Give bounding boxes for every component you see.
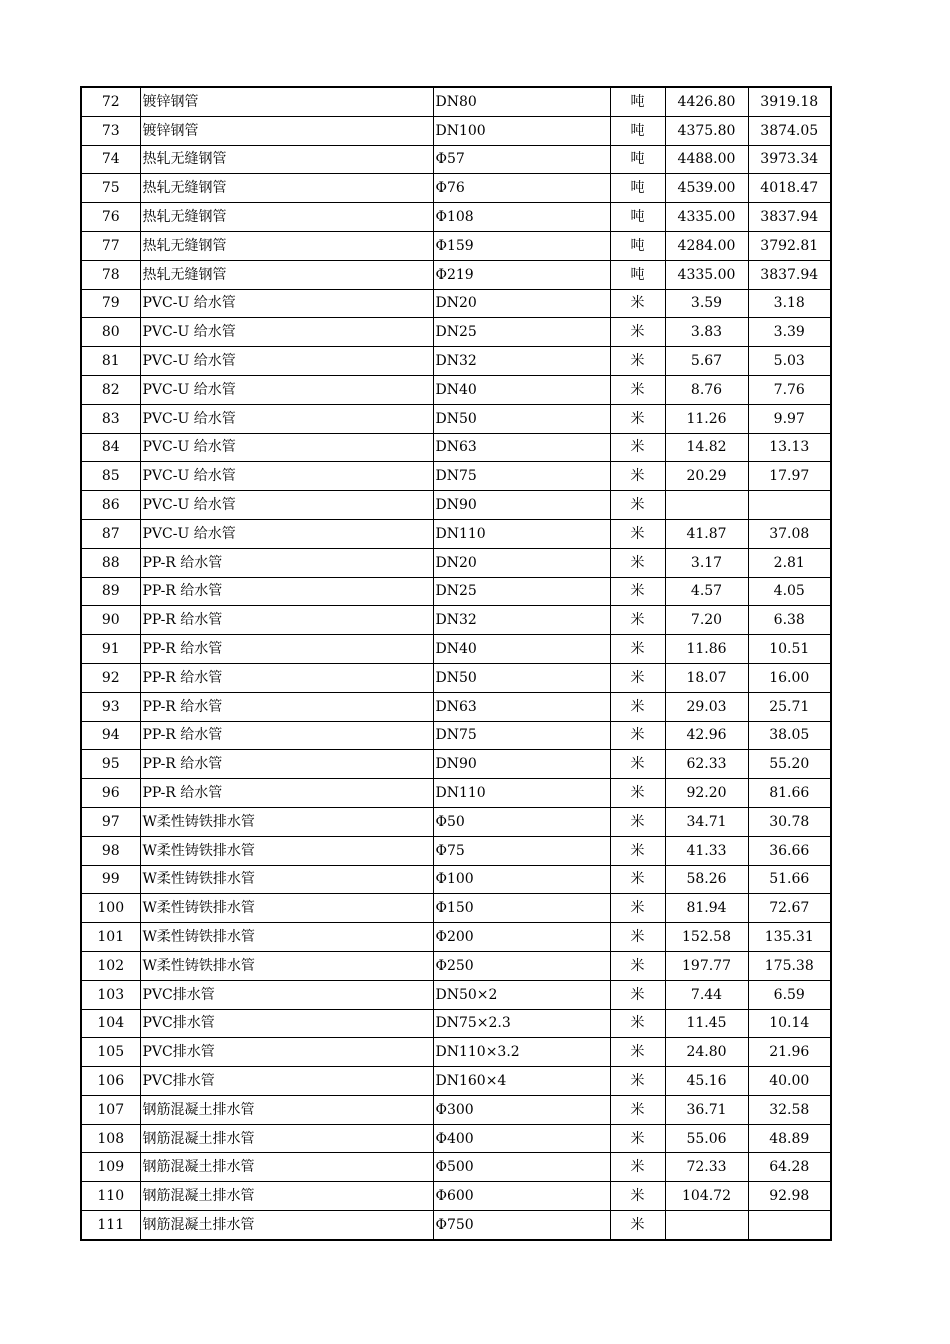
price1-cell: 62.33 [665, 750, 748, 779]
price1-cell: 58.26 [665, 865, 748, 894]
spec-cell: DN20 [433, 289, 610, 318]
price1-cell: 3.17 [665, 548, 748, 577]
spec-cell: DN40 [433, 635, 610, 664]
unit-cell: 米 [610, 923, 665, 952]
price1-cell: 4375.80 [665, 116, 748, 145]
price1-cell: 197.77 [665, 951, 748, 980]
item-name-cell: PVC排水管 [140, 1038, 433, 1067]
unit-cell: 米 [610, 347, 665, 376]
price2-cell: 3837.94 [748, 260, 831, 289]
price2-cell: 30.78 [748, 807, 831, 836]
price1-cell: 81.94 [665, 894, 748, 923]
price1-cell [665, 1211, 748, 1240]
row-number-cell: 94 [81, 721, 140, 750]
row-number-cell: 88 [81, 548, 140, 577]
price1-cell [665, 491, 748, 520]
row-number-cell: 106 [81, 1067, 140, 1096]
spec-cell: Φ50 [433, 807, 610, 836]
item-name-cell: PVC-U 给水管 [140, 289, 433, 318]
price1-cell: 3.59 [665, 289, 748, 318]
row-number-cell: 89 [81, 577, 140, 606]
price1-cell: 5.67 [665, 347, 748, 376]
table-row [81, 1211, 831, 1240]
price1-cell: 42.96 [665, 721, 748, 750]
price2-cell: 40.00 [748, 1067, 831, 1096]
spec-cell: Φ250 [433, 951, 610, 980]
spec-cell: DN63 [433, 692, 610, 721]
item-name-cell: W柔性铸铁排水管 [140, 836, 433, 865]
price2-cell [748, 491, 831, 520]
price2-cell [748, 1211, 831, 1240]
row-number-cell: 108 [81, 1124, 140, 1153]
row-number-cell: 96 [81, 779, 140, 808]
spec-cell: DN110 [433, 519, 610, 548]
unit-cell: 米 [610, 692, 665, 721]
table-row [81, 721, 831, 750]
table-row [81, 375, 831, 404]
unit-cell: 米 [610, 750, 665, 779]
spec-cell: Φ150 [433, 894, 610, 923]
spec-cell: Φ400 [433, 1124, 610, 1153]
price2-cell: 37.08 [748, 519, 831, 548]
item-name-cell: PP-R 给水管 [140, 663, 433, 692]
item-name-cell: 钢筋混凝土排水管 [140, 1095, 433, 1124]
unit-cell: 吨 [610, 174, 665, 203]
spec-cell: DN75 [433, 462, 610, 491]
price1-cell: 4.57 [665, 577, 748, 606]
item-name-cell: PP-R 给水管 [140, 635, 433, 664]
price2-cell: 3837.94 [748, 203, 831, 232]
price1-cell: 92.20 [665, 779, 748, 808]
item-name-cell: 热轧无缝钢管 [140, 231, 433, 260]
row-number-cell: 95 [81, 750, 140, 779]
row-number-cell: 81 [81, 347, 140, 376]
table-row [81, 1038, 831, 1067]
price1-cell: 152.58 [665, 923, 748, 952]
row-number-cell: 74 [81, 145, 140, 174]
table-row [81, 807, 831, 836]
item-name-cell: PVC-U 给水管 [140, 375, 433, 404]
price1-cell: 3.83 [665, 318, 748, 347]
unit-cell: 吨 [610, 203, 665, 232]
price1-cell: 41.87 [665, 519, 748, 548]
item-name-cell: PVC-U 给水管 [140, 462, 433, 491]
spec-cell: DN20 [433, 548, 610, 577]
unit-cell: 米 [610, 779, 665, 808]
item-name-cell: PVC排水管 [140, 1067, 433, 1096]
table-row [81, 635, 831, 664]
row-number-cell: 83 [81, 404, 140, 433]
spec-cell: DN90 [433, 750, 610, 779]
price1-cell: 4488.00 [665, 145, 748, 174]
price1-cell: 45.16 [665, 1067, 748, 1096]
price2-cell: 9.97 [748, 404, 831, 433]
item-name-cell: 热轧无缝钢管 [140, 174, 433, 203]
table-row [81, 750, 831, 779]
unit-cell: 米 [610, 289, 665, 318]
row-number-cell: 77 [81, 231, 140, 260]
row-number-cell: 91 [81, 635, 140, 664]
table-row [81, 203, 831, 232]
item-name-cell: PVC排水管 [140, 980, 433, 1009]
table-row [81, 1153, 831, 1182]
item-name-cell: PP-R 给水管 [140, 692, 433, 721]
unit-cell: 吨 [610, 260, 665, 289]
table-row [81, 433, 831, 462]
spec-cell: DN63 [433, 433, 610, 462]
spec-cell: DN32 [433, 347, 610, 376]
price1-cell: 4539.00 [665, 174, 748, 203]
unit-cell: 米 [610, 577, 665, 606]
price2-cell: 3.39 [748, 318, 831, 347]
item-name-cell: PVC-U 给水管 [140, 347, 433, 376]
unit-cell: 米 [610, 635, 665, 664]
price2-cell: 13.13 [748, 433, 831, 462]
unit-cell: 米 [610, 1153, 665, 1182]
item-name-cell: 钢筋混凝土排水管 [140, 1124, 433, 1153]
unit-cell: 米 [610, 865, 665, 894]
unit-cell: 米 [610, 1095, 665, 1124]
table-row [81, 663, 831, 692]
unit-cell: 米 [610, 404, 665, 433]
price1-cell: 20.29 [665, 462, 748, 491]
item-name-cell: PP-R 给水管 [140, 577, 433, 606]
price2-cell: 21.96 [748, 1038, 831, 1067]
spec-cell: DN50×2 [433, 980, 610, 1009]
price2-cell: 25.71 [748, 692, 831, 721]
item-name-cell: W柔性铸铁排水管 [140, 923, 433, 952]
unit-cell: 米 [610, 1038, 665, 1067]
row-number-cell: 86 [81, 491, 140, 520]
spec-cell: Φ75 [433, 836, 610, 865]
table-row [81, 606, 831, 635]
item-name-cell: 热轧无缝钢管 [140, 145, 433, 174]
row-number-cell: 99 [81, 865, 140, 894]
row-number-cell: 100 [81, 894, 140, 923]
price2-cell: 10.51 [748, 635, 831, 664]
row-number-cell: 76 [81, 203, 140, 232]
item-name-cell: PVC-U 给水管 [140, 491, 433, 520]
spec-cell: DN40 [433, 375, 610, 404]
item-name-cell: PVC-U 给水管 [140, 433, 433, 462]
unit-cell: 吨 [610, 116, 665, 145]
price1-cell: 4335.00 [665, 203, 748, 232]
item-name-cell: W柔性铸铁排水管 [140, 865, 433, 894]
row-number-cell: 110 [81, 1182, 140, 1211]
table-row [81, 174, 831, 203]
unit-cell: 米 [610, 721, 665, 750]
price1-cell: 4335.00 [665, 260, 748, 289]
unit-cell: 米 [610, 491, 665, 520]
price1-cell: 7.44 [665, 980, 748, 1009]
unit-cell: 米 [610, 663, 665, 692]
price2-cell: 135.31 [748, 923, 831, 952]
table-row [81, 1124, 831, 1153]
row-number-cell: 82 [81, 375, 140, 404]
price1-cell: 36.71 [665, 1095, 748, 1124]
price1-cell: 104.72 [665, 1182, 748, 1211]
table-row [81, 1067, 831, 1096]
table-row [81, 779, 831, 808]
row-number-cell: 75 [81, 174, 140, 203]
spec-cell: DN90 [433, 491, 610, 520]
spec-cell: Φ200 [433, 923, 610, 952]
price1-cell: 18.07 [665, 663, 748, 692]
unit-cell: 米 [610, 894, 665, 923]
item-name-cell: PVC排水管 [140, 1009, 433, 1038]
table-row [81, 980, 831, 1009]
price1-cell: 29.03 [665, 692, 748, 721]
table-row [81, 116, 831, 145]
item-name-cell: PP-R 给水管 [140, 779, 433, 808]
price2-cell: 10.14 [748, 1009, 831, 1038]
price1-cell: 14.82 [665, 433, 748, 462]
table-row [81, 894, 831, 923]
spec-cell: DN110×3.2 [433, 1038, 610, 1067]
spec-cell: DN160×4 [433, 1067, 610, 1096]
price2-cell: 38.05 [748, 721, 831, 750]
item-name-cell: 钢筋混凝土排水管 [140, 1211, 433, 1240]
spec-cell: DN25 [433, 577, 610, 606]
spec-cell: Φ300 [433, 1095, 610, 1124]
item-name-cell: PP-R 给水管 [140, 750, 433, 779]
row-number-cell: 72 [81, 87, 140, 116]
price2-cell: 48.89 [748, 1124, 831, 1153]
table-row [81, 87, 831, 116]
price1-cell: 4284.00 [665, 231, 748, 260]
table-row [81, 577, 831, 606]
row-number-cell: 103 [81, 980, 140, 1009]
unit-cell: 吨 [610, 87, 665, 116]
item-name-cell: W柔性铸铁排水管 [140, 951, 433, 980]
table-row [81, 692, 831, 721]
row-number-cell: 80 [81, 318, 140, 347]
price-table [80, 86, 832, 1241]
price2-cell: 36.66 [748, 836, 831, 865]
row-number-cell: 104 [81, 1009, 140, 1038]
price2-cell: 2.81 [748, 548, 831, 577]
spec-cell: Φ219 [433, 260, 610, 289]
item-name-cell: PP-R 给水管 [140, 721, 433, 750]
price1-cell: 7.20 [665, 606, 748, 635]
spec-cell: DN25 [433, 318, 610, 347]
price2-cell: 72.67 [748, 894, 831, 923]
table-row [81, 260, 831, 289]
table-row [81, 289, 831, 318]
item-name-cell: PP-R 给水管 [140, 606, 433, 635]
item-name-cell: PVC-U 给水管 [140, 318, 433, 347]
price2-cell: 17.97 [748, 462, 831, 491]
price1-cell: 11.86 [665, 635, 748, 664]
price2-cell: 55.20 [748, 750, 831, 779]
row-number-cell: 97 [81, 807, 140, 836]
price2-cell: 51.66 [748, 865, 831, 894]
price1-cell: 4426.80 [665, 87, 748, 116]
price1-cell: 8.76 [665, 375, 748, 404]
spec-cell: DN50 [433, 663, 610, 692]
table-row [81, 923, 831, 952]
unit-cell: 米 [610, 433, 665, 462]
price1-cell: 11.26 [665, 404, 748, 433]
item-name-cell: PVC-U 给水管 [140, 519, 433, 548]
price2-cell: 4018.47 [748, 174, 831, 203]
spec-cell: Φ600 [433, 1182, 610, 1211]
table-row [81, 1095, 831, 1124]
price2-cell: 16.00 [748, 663, 831, 692]
unit-cell: 米 [610, 1124, 665, 1153]
table-row [81, 1009, 831, 1038]
table-row [81, 347, 831, 376]
row-number-cell: 84 [81, 433, 140, 462]
item-name-cell: 镀锌钢管 [140, 116, 433, 145]
row-number-cell: 102 [81, 951, 140, 980]
price2-cell: 32.58 [748, 1095, 831, 1124]
item-name-cell: W柔性铸铁排水管 [140, 894, 433, 923]
table-row [81, 231, 831, 260]
row-number-cell: 107 [81, 1095, 140, 1124]
unit-cell: 米 [610, 375, 665, 404]
spec-cell: DN80 [433, 87, 610, 116]
item-name-cell: W柔性铸铁排水管 [140, 807, 433, 836]
unit-cell: 米 [610, 462, 665, 491]
table-row [81, 519, 831, 548]
item-name-cell: 热轧无缝钢管 [140, 203, 433, 232]
price1-cell: 55.06 [665, 1124, 748, 1153]
price2-cell: 81.66 [748, 779, 831, 808]
spec-cell: Φ500 [433, 1153, 610, 1182]
unit-cell: 吨 [610, 231, 665, 260]
table-row [81, 145, 831, 174]
row-number-cell: 93 [81, 692, 140, 721]
price2-cell: 3792.81 [748, 231, 831, 260]
spec-cell: DN110 [433, 779, 610, 808]
price1-cell: 11.45 [665, 1009, 748, 1038]
spec-cell: Φ159 [433, 231, 610, 260]
price1-cell: 41.33 [665, 836, 748, 865]
item-name-cell: 钢筋混凝土排水管 [140, 1182, 433, 1211]
price2-cell: 3874.05 [748, 116, 831, 145]
price1-cell: 24.80 [665, 1038, 748, 1067]
table-row [81, 318, 831, 347]
spec-cell: DN50 [433, 404, 610, 433]
unit-cell: 米 [610, 1009, 665, 1038]
price2-cell: 7.76 [748, 375, 831, 404]
item-name-cell: 镀锌钢管 [140, 87, 433, 116]
table-row [81, 491, 831, 520]
spec-cell: Φ76 [433, 174, 610, 203]
spec-cell: DN75 [433, 721, 610, 750]
price2-cell: 92.98 [748, 1182, 831, 1211]
spec-cell: DN75×2.3 [433, 1009, 610, 1038]
unit-cell: 米 [610, 1067, 665, 1096]
price2-cell: 6.38 [748, 606, 831, 635]
table-row [81, 548, 831, 577]
row-number-cell: 109 [81, 1153, 140, 1182]
unit-cell: 米 [610, 836, 665, 865]
row-number-cell: 92 [81, 663, 140, 692]
row-number-cell: 111 [81, 1211, 140, 1240]
spec-cell: Φ750 [433, 1211, 610, 1240]
row-number-cell: 105 [81, 1038, 140, 1067]
unit-cell: 吨 [610, 145, 665, 174]
item-name-cell: 热轧无缝钢管 [140, 260, 433, 289]
table-row [81, 462, 831, 491]
item-name-cell: PVC-U 给水管 [140, 404, 433, 433]
spec-cell: DN100 [433, 116, 610, 145]
row-number-cell: 98 [81, 836, 140, 865]
price2-cell: 5.03 [748, 347, 831, 376]
price-table-body [81, 87, 831, 1240]
price1-cell: 34.71 [665, 807, 748, 836]
row-number-cell: 90 [81, 606, 140, 635]
item-name-cell: 钢筋混凝土排水管 [140, 1153, 433, 1182]
spec-cell: DN32 [433, 606, 610, 635]
unit-cell: 米 [610, 951, 665, 980]
price2-cell: 3.18 [748, 289, 831, 318]
row-number-cell: 73 [81, 116, 140, 145]
table-row [81, 865, 831, 894]
price2-cell: 4.05 [748, 577, 831, 606]
row-number-cell: 79 [81, 289, 140, 318]
unit-cell: 米 [610, 1182, 665, 1211]
spec-cell: Φ108 [433, 203, 610, 232]
row-number-cell: 78 [81, 260, 140, 289]
spec-cell: Φ57 [433, 145, 610, 174]
table-row [81, 951, 831, 980]
row-number-cell: 101 [81, 923, 140, 952]
row-number-cell: 87 [81, 519, 140, 548]
price1-cell: 72.33 [665, 1153, 748, 1182]
price2-cell: 175.38 [748, 951, 831, 980]
unit-cell: 米 [610, 519, 665, 548]
unit-cell: 米 [610, 548, 665, 577]
price2-cell: 3919.18 [748, 87, 831, 116]
unit-cell: 米 [610, 606, 665, 635]
table-row [81, 836, 831, 865]
table-row [81, 1182, 831, 1211]
row-number-cell: 85 [81, 462, 140, 491]
unit-cell: 米 [610, 1211, 665, 1240]
unit-cell: 米 [610, 980, 665, 1009]
price2-cell: 64.28 [748, 1153, 831, 1182]
price2-cell: 6.59 [748, 980, 831, 1009]
item-name-cell: PP-R 给水管 [140, 548, 433, 577]
unit-cell: 米 [610, 807, 665, 836]
unit-cell: 米 [610, 318, 665, 347]
spec-cell: Φ100 [433, 865, 610, 894]
table-row [81, 404, 831, 433]
price2-cell: 3973.34 [748, 145, 831, 174]
